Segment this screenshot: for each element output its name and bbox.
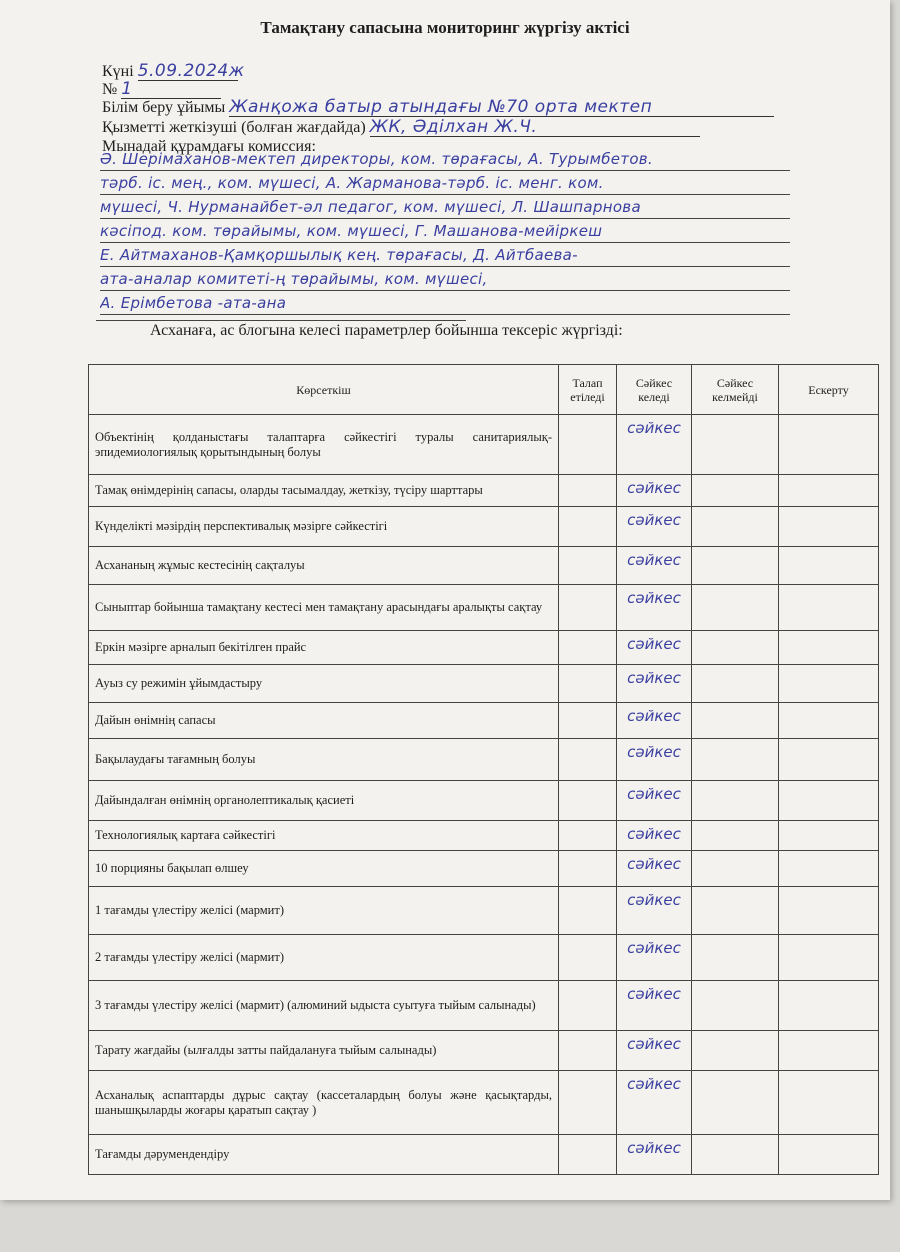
table-row <box>89 475 879 507</box>
table-row <box>89 781 879 821</box>
indicator-cell: Технологиялық картаға сәйкестігі <box>89 821 559 851</box>
note-cell <box>779 781 879 821</box>
indicator-cell: 3 тағамды үлестіру желісі (мармит) (алюминий ыдыста суытуға тыйым салынады) <box>89 981 559 1031</box>
indicator-cell: 2 тағамды үлестіру желісі (мармит) <box>89 935 559 981</box>
indicator-cell: Тамақ өнімдерінің сапасы, оларды тасымалдау, жеткізу, түсіру шарттары <box>89 475 559 507</box>
compliant-cell: сәйкес <box>617 475 692 507</box>
indicator-cell: Бақылаудағы тағамның болуы <box>89 739 559 781</box>
required-cell <box>559 851 617 887</box>
noncompliant-cell <box>692 739 779 781</box>
date-label: Күні <box>102 63 134 80</box>
indicator-cell: 1 тағамды үлестіру желісі (мармит) <box>89 887 559 935</box>
indicator-cell: Объектінің қолданыстағы талаптарға сәйкестігі туралы санитариялық-эпидемиологиялық қорытындының болуы <box>89 415 559 475</box>
indicator-cell: 10 порцияны бақылап өлшеу <box>89 851 559 887</box>
compliant-cell: сәйкес <box>617 703 692 739</box>
table-row <box>89 665 879 703</box>
required-cell <box>559 981 617 1031</box>
noncompliant-cell <box>692 821 779 851</box>
compliant-cell: сәйкес <box>617 739 692 781</box>
required-cell <box>559 1031 617 1071</box>
inspection-table <box>88 364 879 1175</box>
table-row <box>89 703 879 739</box>
noncompliant-cell <box>692 1071 779 1135</box>
note-cell <box>779 821 879 851</box>
compliant-cell: сәйкес <box>617 507 692 547</box>
header-indicator: Көрсеткіш <box>89 365 559 415</box>
compliant-cell: сәйкес <box>617 887 692 935</box>
required-cell <box>559 781 617 821</box>
number-label: № <box>102 81 118 98</box>
note-cell <box>779 739 879 781</box>
noncompliant-cell <box>692 665 779 703</box>
noncompliant-cell <box>692 887 779 935</box>
table-row <box>89 821 879 851</box>
noncompliant-cell <box>692 547 779 585</box>
table-row <box>89 851 879 887</box>
required-cell <box>559 475 617 507</box>
compliant-cell: сәйкес <box>617 415 692 475</box>
note-cell <box>779 935 879 981</box>
organization-row <box>102 98 774 117</box>
header-required: Талап етіледі <box>559 365 617 415</box>
compliant-cell: сәйкес <box>617 585 692 631</box>
commission-label: Мынадай құрамдағы комиссия: <box>102 138 316 155</box>
date-value: 5.09.2024ж <box>137 61 245 81</box>
required-cell <box>559 935 617 981</box>
table-row <box>89 887 879 935</box>
commission-line: Ә. Шерімаханов-мектеп директоры, ком. төрағасы, А. Турымбетов. <box>100 146 790 171</box>
noncompliant-cell <box>692 1135 779 1175</box>
required-cell <box>559 665 617 703</box>
note-cell <box>779 1135 879 1175</box>
document-title: Тамақтану сапасына мониторинг жүргізу актісі <box>260 18 630 37</box>
supplier-label: Қызметті жеткізуші (болған жағдайда) <box>102 119 366 136</box>
noncompliant-cell <box>692 507 779 547</box>
organization-label: Білім беру ұйымы <box>102 99 226 116</box>
table-row <box>89 1071 879 1135</box>
note-cell <box>779 703 879 739</box>
noncompliant-cell <box>692 1031 779 1071</box>
supplier-row <box>102 118 700 137</box>
noncompliant-cell <box>692 781 779 821</box>
commission-line: мүшесі, Ч. Нурманайбет-әл педагог, ком. мүшесі, Л. Шашпарнова <box>100 194 790 219</box>
required-cell <box>559 585 617 631</box>
required-cell <box>559 821 617 851</box>
required-cell <box>559 887 617 935</box>
required-cell <box>559 739 617 781</box>
required-cell <box>559 507 617 547</box>
note-cell <box>779 415 879 475</box>
required-cell <box>559 547 617 585</box>
compliant-cell: сәйкес <box>617 821 692 851</box>
compliant-cell: сәйкес <box>617 1031 692 1071</box>
indicator-cell: Тағамды дәрумендендіру <box>89 1135 559 1175</box>
compliant-cell: сәйкес <box>617 1071 692 1135</box>
noncompliant-cell <box>692 935 779 981</box>
noncompliant-cell <box>692 585 779 631</box>
number-value: 1 <box>121 80 221 99</box>
note-cell <box>779 475 879 507</box>
required-cell <box>559 703 617 739</box>
required-cell <box>559 631 617 665</box>
noncompliant-cell <box>692 631 779 665</box>
table-row <box>89 739 879 781</box>
indicator-cell: Дайын өнімнің сапасы <box>89 703 559 739</box>
commission-line: тәрб. іс. мең., ком. мүшесі, А. Жарманова-тәрб. іс. менг. ком. <box>100 170 790 195</box>
commission-line: А. Ерімбетова -ата-ана <box>100 290 790 315</box>
note-cell <box>779 547 879 585</box>
note-cell <box>779 1031 879 1071</box>
header-compliant: Сәйкес келеді <box>617 365 692 415</box>
compliant-cell: сәйкес <box>617 981 692 1031</box>
table-row <box>89 631 879 665</box>
noncompliant-cell <box>692 851 779 887</box>
indicator-cell: Асхананың жұмыс кестесінің сақталуы <box>89 547 559 585</box>
note-cell <box>779 981 879 1031</box>
table-row <box>89 507 879 547</box>
header-noncompliant: Сәйкес келмейді <box>692 365 779 415</box>
indicator-cell: Асханалық аспаптарды дұрыс сақтау (кассеталардың болуы және қасықтарды, шанышқыларды жоғары қаратып сақтау ) <box>89 1071 559 1135</box>
compliant-cell: сәйкес <box>617 1135 692 1175</box>
table-row <box>89 585 879 631</box>
note-cell <box>779 1071 879 1135</box>
indicator-cell: Күнделікті мәзірдің перспективалық мәзірге сәйкестігі <box>89 507 559 547</box>
compliant-cell: сәйкес <box>617 935 692 981</box>
required-cell <box>559 415 617 475</box>
table-body <box>89 415 879 1175</box>
required-cell <box>559 1135 617 1175</box>
blank-line <box>96 320 466 321</box>
commission-line: кәсіпод. ком. төрайымы, ком. мүшесі, Г. Машанова-мейіркеш <box>100 218 790 243</box>
table-row <box>89 547 879 585</box>
indicator-cell: Тарату жағдайы (ылғалды затты пайдалануға тыйым салынады) <box>89 1031 559 1071</box>
noncompliant-cell <box>692 981 779 1031</box>
supplier-value: ЖК, Әділхан Ж.Ч. <box>370 118 700 137</box>
number-row <box>102 80 221 99</box>
inspection-subtitle: Асханаға, ас блогына келесі параметрлер бойынша тексеріс жүргізді: <box>150 322 623 339</box>
note-cell <box>779 665 879 703</box>
table-row <box>89 981 879 1031</box>
indicator-cell: Сыныптар бойынша тамақтану кестесі мен тамақтану арасындағы аралықты сақтау <box>89 585 559 631</box>
indicator-cell: Дайындалған өнімнің органолептикалық қасиеті <box>89 781 559 821</box>
noncompliant-cell <box>692 415 779 475</box>
compliant-cell: сәйкес <box>617 851 692 887</box>
noncompliant-cell <box>692 703 779 739</box>
table-row <box>89 935 879 981</box>
compliant-cell: сәйкес <box>617 781 692 821</box>
note-cell <box>779 631 879 665</box>
compliant-cell: сәйкес <box>617 631 692 665</box>
indicator-cell: Еркін мәзірге арналып бекітілген прайс <box>89 631 559 665</box>
table-row <box>89 415 879 475</box>
commission-line: Е. Айтмаханов-Қамқоршылық кең. төрағасы, Д. Айтбаева- <box>100 242 790 267</box>
note-cell <box>779 585 879 631</box>
organization-value: Жанқожа батыр атындағы №70 орта мектеп <box>229 98 774 117</box>
header-note: Ескерту <box>779 365 879 415</box>
compliant-cell: сәйкес <box>617 665 692 703</box>
table-row <box>89 1135 879 1175</box>
noncompliant-cell <box>692 475 779 507</box>
compliant-cell: сәйкес <box>617 547 692 585</box>
note-cell <box>779 887 879 935</box>
table-row <box>89 1031 879 1071</box>
note-cell <box>779 851 879 887</box>
indicator-cell: Ауыз су режимін ұйымдастыру <box>89 665 559 703</box>
commission-line: ата-аналар комитеті-ң төрайымы, ком. мүшесі, <box>100 266 790 291</box>
required-cell <box>559 1071 617 1135</box>
note-cell <box>779 507 879 547</box>
